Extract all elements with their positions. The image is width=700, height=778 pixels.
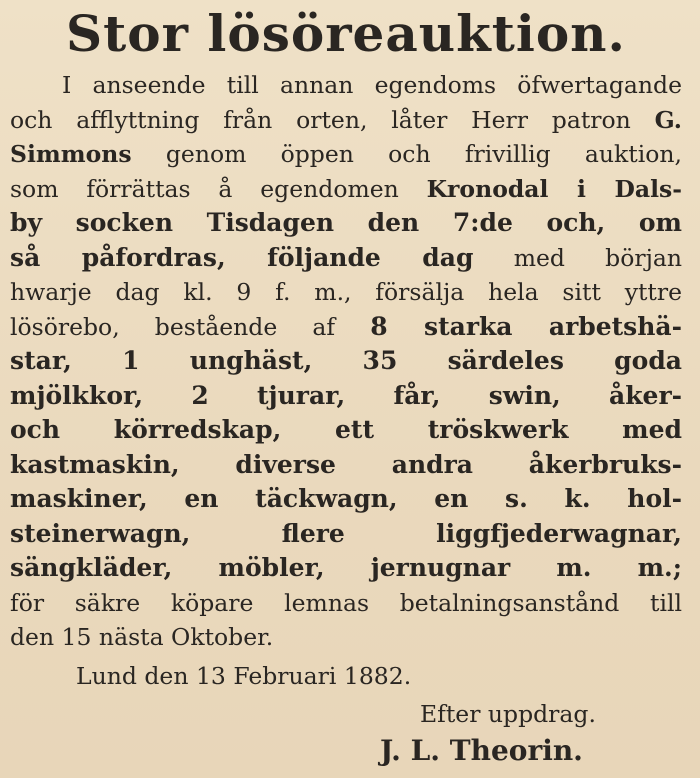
notice-title: Stor lösöreauktion.: [66, 4, 626, 63]
body-line: [10, 586, 682, 621]
name-surname: Simmons: [10, 140, 132, 168]
place-name: Kronodal i Dals-: [426, 174, 682, 203]
date-line: Lund den 13 Februari 1882.: [76, 661, 412, 690]
body-line: [10, 517, 682, 552]
body-line: [10, 206, 682, 241]
body-line: [10, 379, 682, 414]
body-line: [10, 172, 682, 207]
text-run: den 15 nästa Oktober.: [10, 623, 274, 651]
body-line: [10, 551, 682, 586]
text-run: kastmaskin, diverse andra åkerbruks-: [10, 449, 682, 479]
body-line: [10, 103, 682, 138]
body-line: [10, 137, 682, 172]
emphasis-run: 8 starka arbetshä-: [370, 311, 682, 341]
closing-line: Efter uppdrag.: [420, 700, 596, 728]
text-run: och afflyttning från orten, låter Herr patron: [10, 105, 655, 134]
text-run: by socken Tisdagen den 7:de och, om: [10, 208, 682, 237]
body-line: [10, 310, 682, 345]
body-line: [10, 344, 682, 379]
body-line: [10, 68, 682, 103]
body-line: [10, 482, 682, 517]
signature: J. L. Theorin.: [380, 733, 583, 767]
text-run: för säkre köpare lemnas betalningsanstånd till: [10, 588, 682, 617]
text-run: som förrättas å egendomen: [10, 174, 427, 203]
text-run: med början: [473, 243, 683, 272]
body-line: [10, 413, 682, 448]
text-run: steinerwagn, flere liggfjederwagnar,: [10, 518, 682, 548]
notice-body: [10, 68, 682, 655]
name-initial: G.: [654, 105, 682, 134]
text-run: sängkläder, möbler, jernugnar m. m.;: [10, 553, 682, 582]
text-run: genom öppen och frivillig auktion,: [131, 140, 682, 168]
body-line: [10, 241, 682, 276]
text-run: hwarje dag kl. 9 f. m., försälja hela sitt yttre: [10, 278, 682, 306]
body-line: [10, 275, 682, 310]
body-line: [10, 620, 682, 655]
text-run: star, 1 unghäst, 35 särdeles goda: [10, 346, 682, 375]
text-run: I anseende till annan egendoms öfwertagande: [62, 71, 682, 99]
emphasis-run: så påfordras, följande dag: [10, 242, 474, 272]
body-line: [10, 448, 682, 483]
text-run: maskiner, en täckwagn, en s. k. hol-: [10, 484, 682, 513]
text-run: och körredskap, ett tröskwerk med: [10, 415, 682, 444]
text-run: lösörebo, bestående af: [10, 312, 371, 341]
text-run: mjölkkor, 2 tjurar, får, swin, åker-: [10, 380, 682, 410]
